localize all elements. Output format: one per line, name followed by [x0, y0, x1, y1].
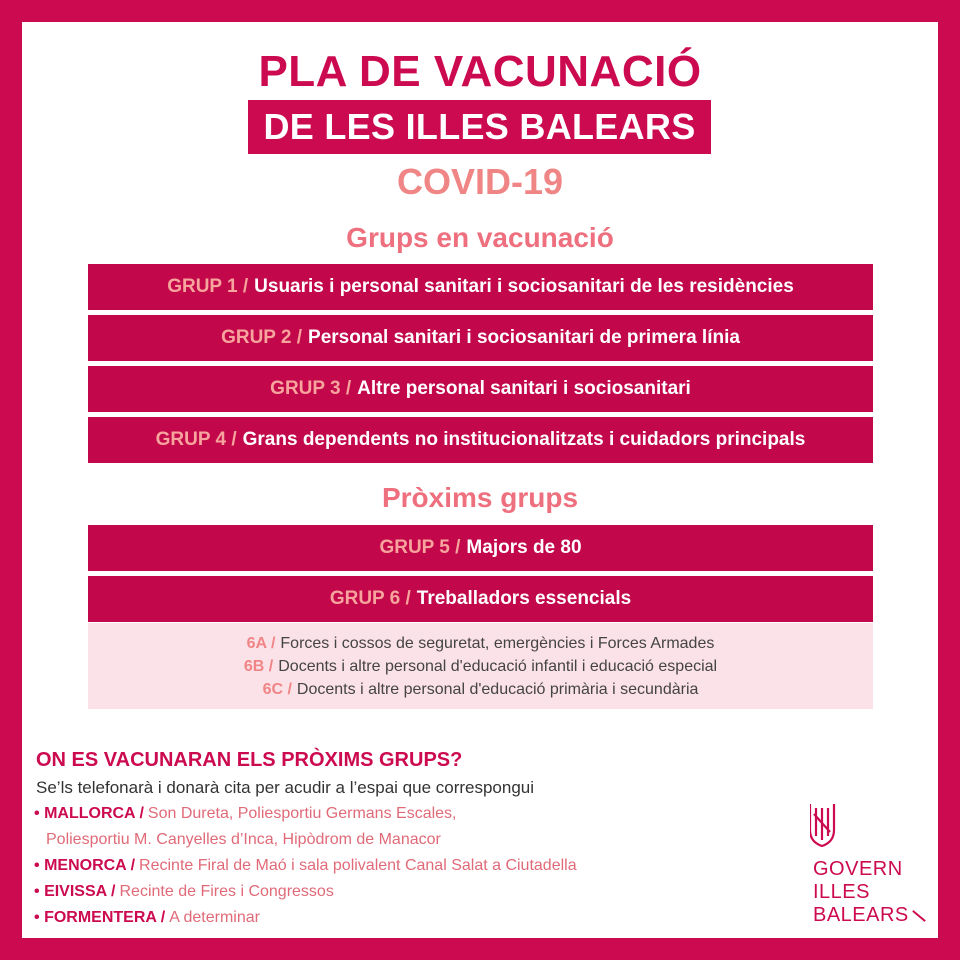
subgroup-row — [244, 655, 717, 678]
location-item — [34, 909, 260, 927]
group-row — [88, 366, 873, 412]
content-panel — [22, 22, 938, 938]
group-label: GRUP 4 / — [155, 429, 237, 450]
subgroup-row — [263, 678, 699, 701]
title-line-3: COVID-19 — [396, 161, 564, 202]
location-name: MALLORCA / — [44, 805, 144, 822]
group-label: GRUP 1 / — [167, 276, 249, 297]
group-text: Treballadors essencials — [416, 588, 632, 609]
title-line-1: PLA DE VACUNACIÓ — [258, 47, 702, 96]
group-row — [88, 417, 873, 463]
title-banner — [248, 100, 711, 154]
next-groups-heading: Pròxims grups — [381, 482, 579, 513]
location-text: A determinar — [169, 909, 260, 926]
title-line-2: DE LES ILLES BALEARS — [263, 106, 696, 147]
bullet-icon: • — [34, 909, 40, 926]
location-name: EIVISSA / — [44, 883, 116, 900]
location-item — [34, 857, 577, 875]
location-text: Poliesportiu M. Canyelles d’Inca, Hipòdrom de Manacor — [46, 831, 441, 848]
subgroups-box — [88, 623, 873, 709]
location-item-continued — [46, 831, 441, 849]
current-groups-heading: Grups en vacunació — [346, 222, 614, 253]
govern-logo-text — [813, 858, 927, 927]
location-text: Son Dureta, Poliesportiu Germans Escales, — [147, 805, 457, 822]
group-text: Personal sanitari i sociosanitari de primera línia — [308, 327, 740, 348]
location-text: Recinte de Fires i Congressos — [119, 883, 334, 900]
location-item — [34, 883, 334, 901]
group-label: GRUP 3 / — [270, 378, 352, 399]
location-name: FORMENTERA / — [44, 909, 166, 926]
group-row — [88, 315, 873, 361]
logo-line: ILLES — [813, 881, 870, 903]
logo-slash-icon — [912, 910, 926, 922]
logo-line: BALEARS — [813, 904, 927, 927]
subgroup-label: 6C / — [262, 680, 292, 698]
location-name: MENORCA / — [44, 857, 136, 874]
where-heading: ON ES VACUNARAN ELS PRÒXIMS GRUPS? — [36, 749, 463, 771]
location-text: Recinte Firal de Maó i sala polivalent Canal Salat a Ciutadella — [139, 857, 577, 874]
group-label: GRUP 6 / — [329, 588, 411, 609]
bullet-icon: • — [34, 857, 40, 874]
group-text: Majors de 80 — [466, 537, 582, 558]
subgroup-text: Docents i altre personal d'educació infantil i educació especial — [278, 657, 718, 675]
where-subtitle: Se’ls telefonarà i donarà cita per acudir a l’espai que correspongui — [36, 778, 535, 797]
group-text: Altre personal sanitari i sociosanitari — [357, 378, 691, 399]
subgroup-text: Docents i altre personal d'educació primària i secundària — [296, 680, 699, 698]
location-item — [34, 805, 457, 823]
group-text: Usuaris i personal sanitari i sociosanitari de les residències — [254, 276, 794, 297]
group-row — [88, 576, 873, 622]
group-label: GRUP 5 / — [379, 537, 461, 558]
group-text: Grans dependents no institucionalitzats i cuidadors principals — [242, 429, 806, 450]
group-row — [88, 525, 873, 571]
bullet-icon: • — [34, 805, 40, 822]
group-row — [88, 264, 873, 310]
bullet-icon: • — [34, 883, 40, 900]
group-label: GRUP 2 / — [221, 327, 303, 348]
subgroup-text: Forces i cossos de seguretat, emergències i Forces Armades — [280, 634, 715, 652]
logo-line: GOVERN — [813, 858, 903, 880]
subgroup-label: 6A / — [246, 634, 276, 652]
subgroup-label: 6B / — [243, 657, 274, 675]
subgroup-row — [247, 632, 715, 655]
